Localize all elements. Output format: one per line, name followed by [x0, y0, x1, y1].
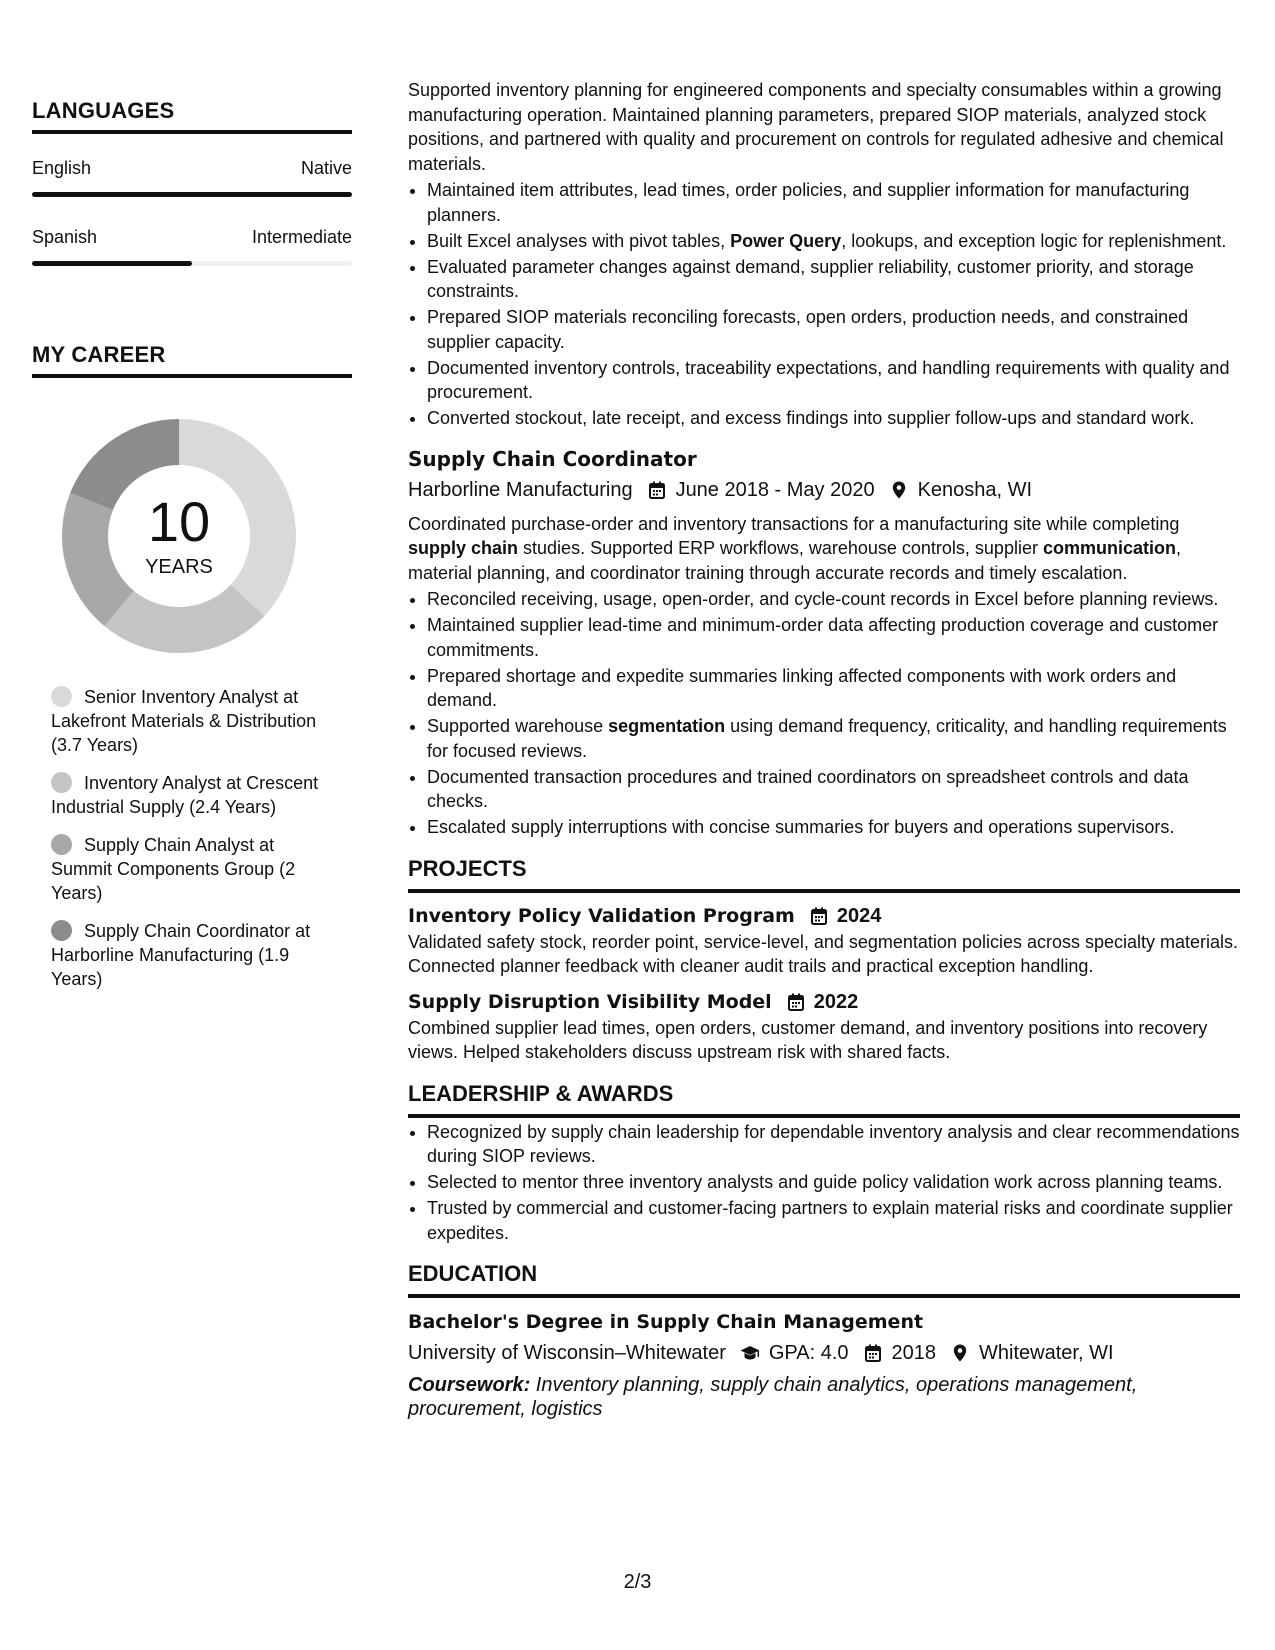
- bullet-keyword: segmentation: [608, 716, 726, 736]
- legend-dot: [51, 920, 72, 941]
- job-dates: June 2018 - May 2020: [675, 478, 875, 501]
- description-text: Coordinated purchase-order and inventory transactions for a manufacturing site while completing: [408, 513, 1180, 534]
- calendar-icon: [863, 1343, 883, 1363]
- language-name: English: [32, 158, 92, 178]
- donut-center: [54, 411, 304, 661]
- bullet-item: • Documented inventory controls, traceability expectations, and handling requirements with quality and procurement.: [427, 356, 1240, 405]
- job-location: Kenosha, WI: [917, 478, 1033, 501]
- legend-dot: [51, 686, 72, 707]
- bullet-item: • Prepared SIOP materials reconciling forecasts, open orders, production needs, and constrained supplier capacity.: [427, 305, 1240, 354]
- coursework-label: Coursework:: [408, 1374, 531, 1396]
- bullet-text: Built Excel analyses with pivot tables,: [427, 230, 731, 251]
- graduation-cap-icon: [740, 1343, 760, 1363]
- career-years-unit: YEARS: [145, 555, 213, 578]
- language-item: [32, 227, 352, 266]
- graduation-year: 2018: [891, 1342, 937, 1364]
- calendar-icon: [786, 992, 806, 1012]
- calendar-icon: [809, 906, 829, 926]
- coursework: [408, 1373, 1240, 1421]
- language-proficiency-fill: [32, 261, 192, 266]
- description-keyword: supply chain: [408, 538, 519, 558]
- job-meta: [408, 475, 1240, 505]
- bullet-item: • Selected to mentor three inventory analysts and guide policy validation work across planning teams.: [427, 1170, 1240, 1195]
- language-proficiency-bar: [32, 261, 352, 266]
- project-title: Supply Disruption Visibility Model: [408, 990, 772, 1013]
- career-legend: [51, 685, 331, 991]
- school-location: Whitewater, WI: [979, 1342, 1114, 1364]
- bullet-item: • Maintained item attributes, lead times, order policies, and supplier information for manufacturing planners.: [427, 178, 1240, 227]
- career-legend-item: [51, 919, 331, 991]
- language-proficiency-bar: [32, 192, 352, 197]
- page-number: 2/3: [623, 1571, 652, 1593]
- bullet-text: , lookups, and exception logic for replenishment.: [841, 230, 1227, 251]
- career-heading: MY CAREER: [32, 342, 352, 378]
- career-total-years: 10: [147, 489, 211, 553]
- description-text: studies. Supported ERP workflows, warehouse controls, supplier: [518, 538, 1043, 558]
- bullet-item: [427, 229, 1240, 254]
- legend-label: Inventory Analyst at Crescent Industrial Supply (2.4 Years): [51, 773, 319, 817]
- project-description: Combined supplier lead times, open orders, customer demand, and inventory positions into recovery views. Helped stakeholders discuss upstream risk with shared facts.: [408, 1017, 1208, 1062]
- bullet-item: • Trusted by commercial and customer-facing partners to explain material risks and coordinate supplier expedites.: [427, 1196, 1240, 1245]
- languages-heading: LANGUAGES: [32, 98, 352, 134]
- degree-title: Bachelor's Degree in Supply Chain Management: [408, 1311, 924, 1333]
- project-item: [408, 902, 1240, 979]
- calendar-icon: [647, 480, 667, 500]
- career-donut-chart: [54, 411, 304, 661]
- education-heading: EDUCATION: [408, 1259, 1240, 1298]
- school-name: University of Wisconsin–Whitewater: [408, 1342, 726, 1364]
- project-description: Validated safety stock, reorder point, service-level, and segmentation policies across specialty materials. Connected planner feedback with cleaner audit trails and practical exception handling.: [408, 931, 1239, 976]
- career-section: [32, 342, 352, 991]
- project-title: Inventory Policy Validation Program: [408, 904, 795, 927]
- bullet-item: • Prepared shortage and expedite summaries linking affected components with work orders and demand.: [427, 664, 1240, 713]
- language-level: Native: [300, 158, 352, 178]
- bullet-text: using demand frequency, criticality, and handling requirements for focused reviews.: [427, 716, 1227, 761]
- bullet-item: • Evaluated parameter changes against demand, supplier reliability, customer priority, and storage constraints.: [427, 255, 1240, 304]
- career-legend-item: [51, 685, 331, 757]
- bullet-keyword: Power Query: [730, 230, 842, 251]
- job-description: [408, 512, 1240, 586]
- bullet-item: • Recognized by supply chain leadership for dependable inventory analysis and clear recommendations during SIOP reviews.: [427, 1120, 1240, 1169]
- sidebar: [32, 98, 352, 1005]
- gpa: GPA: 4.0: [768, 1342, 849, 1364]
- leadership-heading: LEADERSHIP & AWARDS: [408, 1079, 1240, 1118]
- legend-dot: [51, 772, 72, 793]
- project-year: 2024: [836, 904, 882, 927]
- bullet-item: • Maintained supplier lead-time and minimum-order data affecting production coverage and customer commitments.: [427, 613, 1240, 662]
- job-bullets: [408, 587, 1240, 840]
- career-legend-item: [51, 771, 331, 819]
- bullet-item: • Documented transaction procedures and trained coordinators on spreadsheet controls and data checks.: [427, 765, 1240, 814]
- job-bullets: [408, 178, 1240, 431]
- language-proficiency-fill: [32, 192, 352, 197]
- job-description: Supported inventory planning for engineered components and specialty consumables within a growing manufacturing operation. Maintained planning parameters, prepared SIOP materials, analyzed stock positions, and partnered with quality and procurement on controls for regulated adhesive and chemical materials.: [408, 80, 1224, 174]
- legend-label: Supply Chain Analyst at Summit Components Group (2 Years): [51, 835, 296, 903]
- project-year: 2022: [813, 990, 859, 1013]
- company-name: Harborline Manufacturing: [408, 478, 633, 501]
- bullet-text: Supported warehouse: [427, 716, 609, 736]
- description-keyword: communication: [1042, 538, 1176, 558]
- language-name: Spanish: [32, 227, 98, 247]
- legend-label: Senior Inventory Analyst at Lakefront Materials & Distribution (3.7 Years): [51, 687, 317, 755]
- legend-label: Supply Chain Coordinator at Harborline Manufacturing (1.9 Years): [51, 921, 311, 989]
- map-pin-icon: [950, 1343, 970, 1363]
- legend-dot: [51, 834, 72, 855]
- coursework-text: Inventory planning, supply chain analytics, operations management, procurement, logistics: [408, 1374, 1138, 1420]
- leadership-bullets: [408, 1120, 1240, 1246]
- language-level: Intermediate: [251, 227, 352, 247]
- bullet-item: • Converted stockout, late receipt, and excess findings into supplier follow-ups and standard work.: [427, 406, 1240, 431]
- project-item: [408, 988, 1240, 1065]
- description-text: , material planning, and coordinator training through accurate records and timely escalation.: [408, 538, 1181, 583]
- projects-heading: PROJECTS: [408, 854, 1240, 893]
- bullet-item: • Escalated supply interruptions with concise summaries for buyers and operations supervisors.: [427, 815, 1240, 840]
- language-item: [32, 158, 352, 197]
- map-pin-icon: [889, 480, 909, 500]
- job-title: Supply Chain Coordinator: [408, 446, 697, 471]
- bullet-item: • Reconciled receiving, usage, open-order, and cycle-count records in Excel before planning reviews.: [427, 587, 1240, 612]
- education-meta: [408, 1338, 1240, 1368]
- bullet-item: [427, 714, 1240, 763]
- career-legend-item: [51, 833, 331, 905]
- main-content: [408, 78, 1240, 1421]
